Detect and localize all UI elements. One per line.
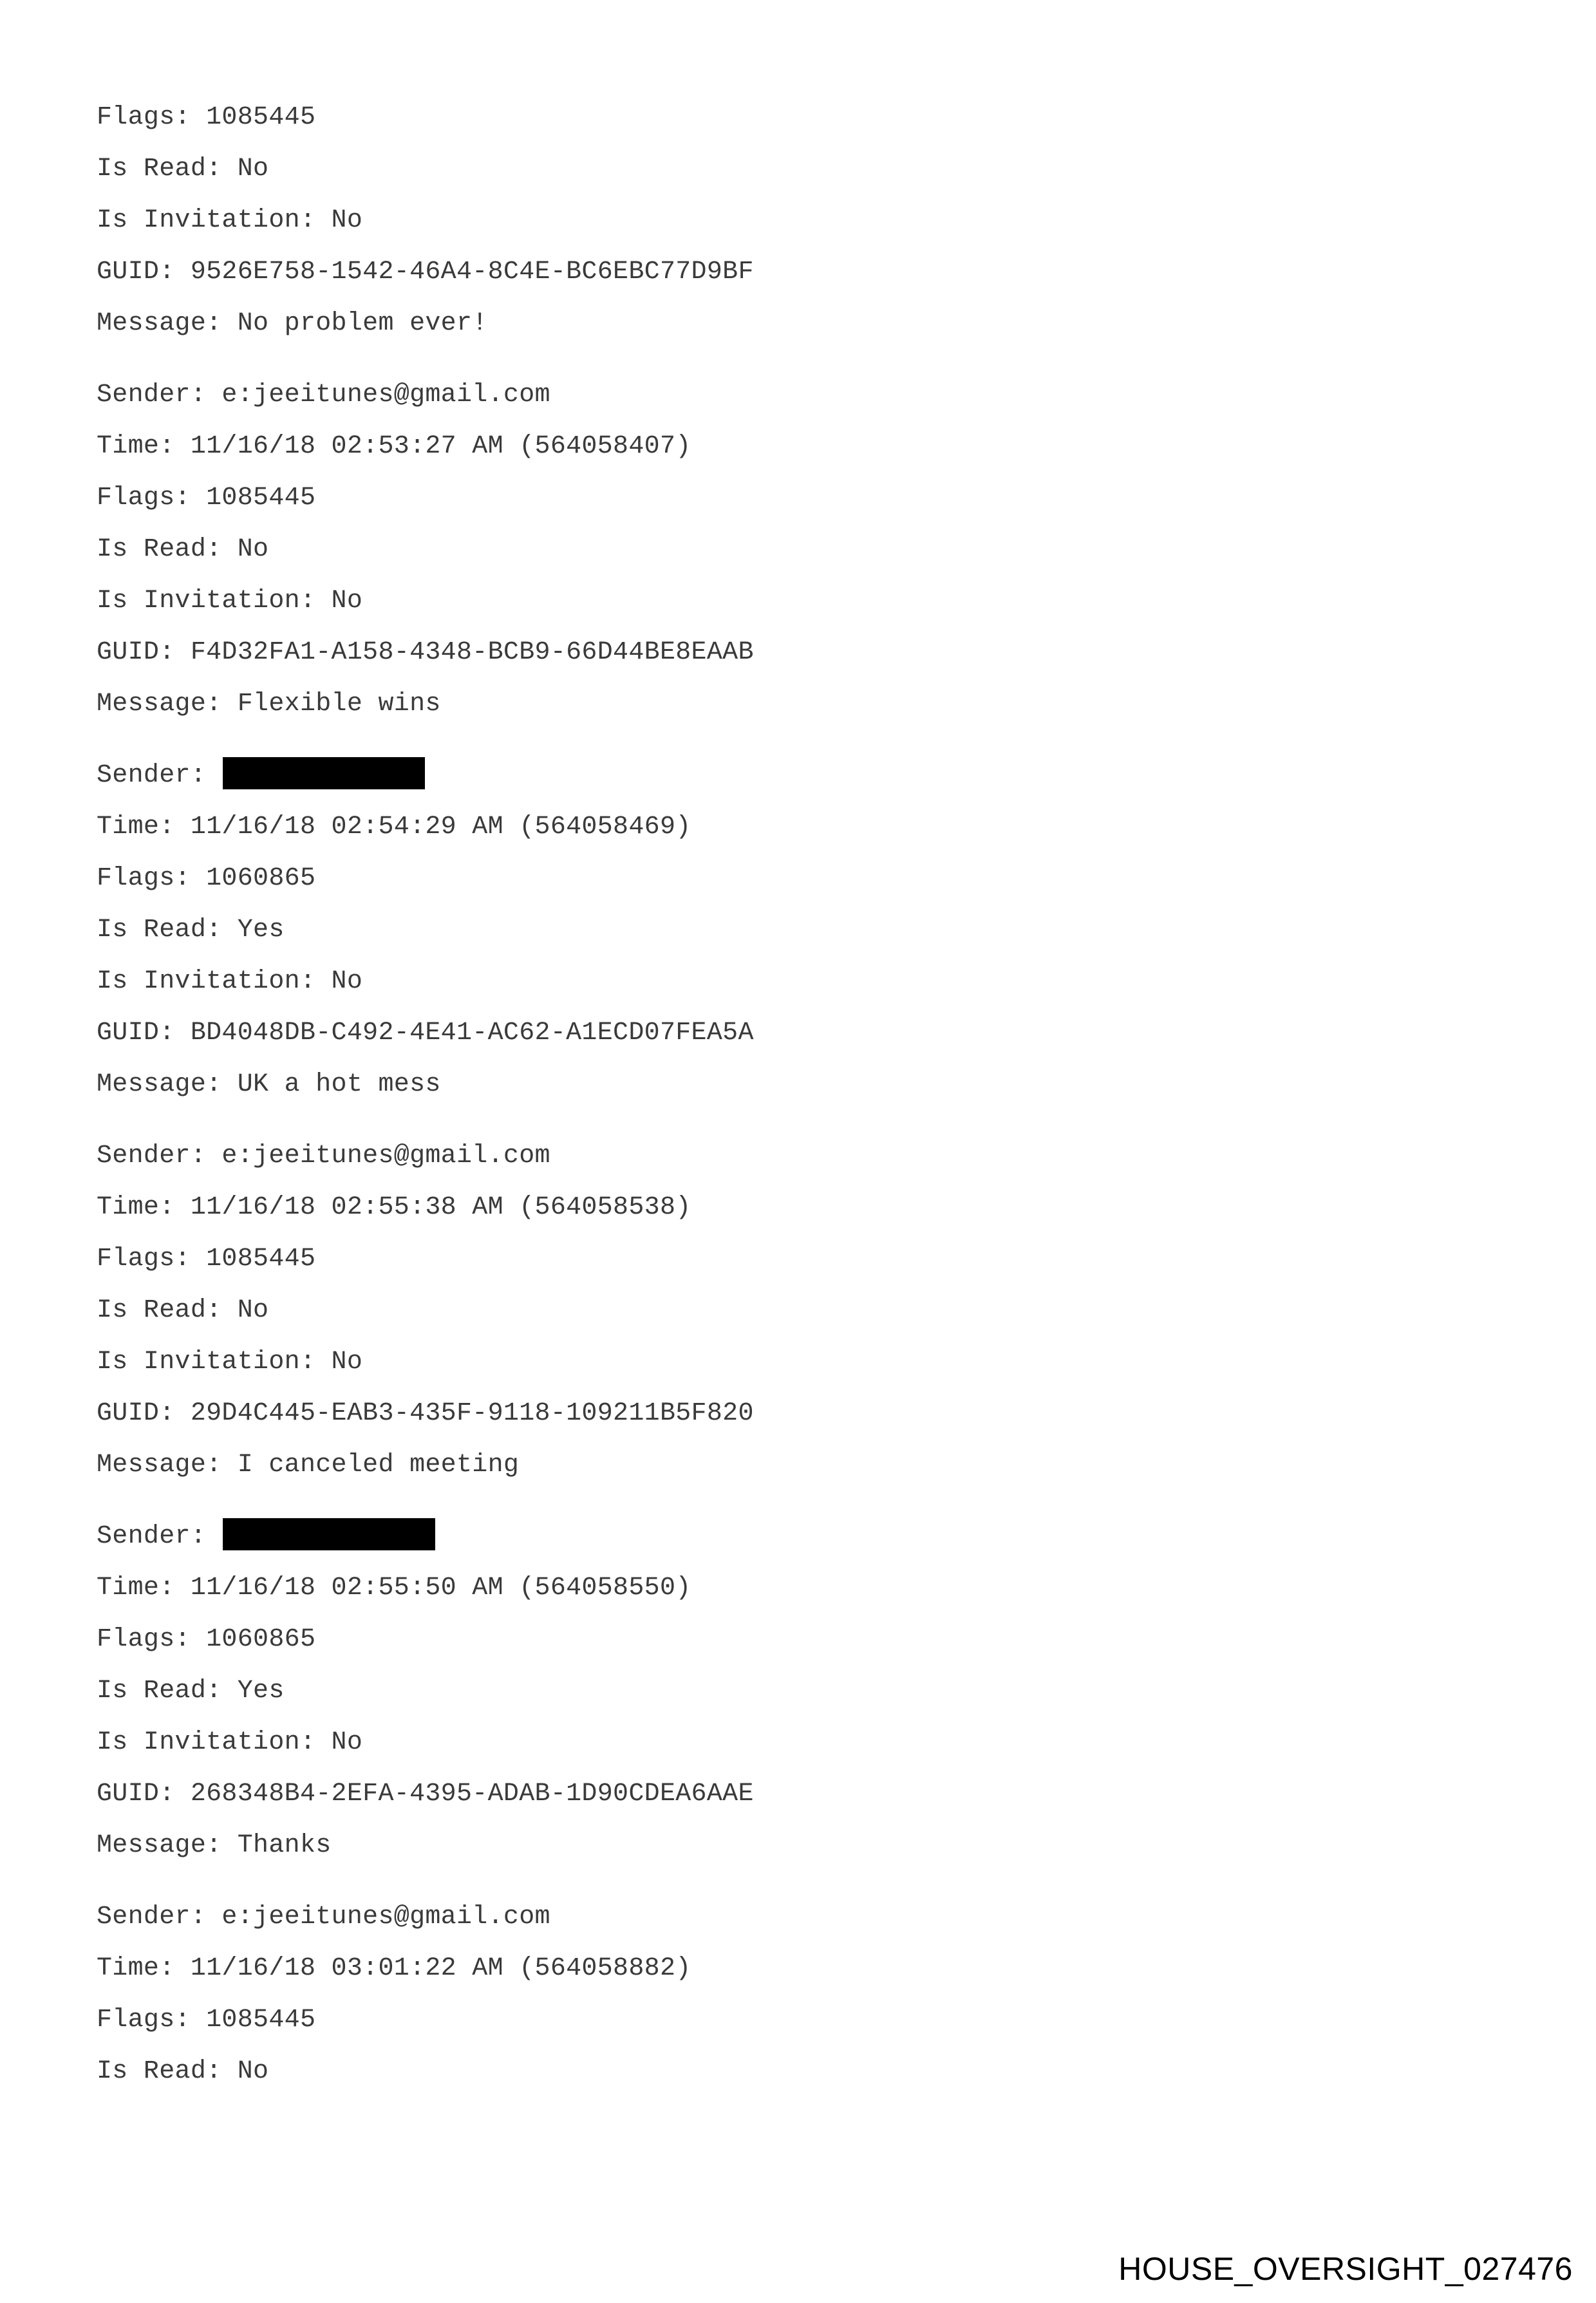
guid-line: GUID: 268348B4-2EFA-4395-ADAB-1D90CDEA6AAE: [97, 1780, 754, 1809]
sender-line: Sender: e:jeeitunes@gmail.com: [97, 381, 550, 409]
is-invitation-line: Is Invitation: No: [97, 1348, 363, 1377]
flags-line: Flags: 1085445: [97, 2006, 316, 2035]
message-record: [97, 750, 1513, 1111]
bates-number: HOUSE_OVERSIGHT_027476: [1118, 2251, 1573, 2287]
message-record: [97, 1511, 1513, 1872]
time-line: Time: 11/16/18 03:01:22 AM (564058882): [97, 1954, 691, 1983]
message-record: [97, 1892, 1513, 2098]
message-record: [97, 92, 1513, 350]
sender-label: Sender:: [97, 1522, 207, 1551]
flags-line: Flags: 1085445: [97, 103, 316, 132]
time-line: Time: 11/16/18 02:55:38 AM (564058538): [97, 1193, 691, 1222]
is-read-line: Is Read: No: [97, 535, 269, 564]
time-line: Time: 11/16/18 02:55:50 AM (564058550): [97, 1574, 691, 1603]
sender-line: [97, 750, 1513, 802]
sender-line: Sender: e:jeeitunes@gmail.com: [97, 1903, 550, 1932]
flags-line: Flags: 1085445: [97, 1245, 316, 1274]
flags-line: Flags: 1085445: [97, 484, 316, 512]
is-read-line: Is Read: Yes: [97, 1677, 285, 1706]
message-record: [97, 1131, 1513, 1491]
sender-line: [97, 1511, 1513, 1563]
message-record: [97, 370, 1513, 730]
redaction-box: [223, 757, 425, 789]
is-invitation-line: Is Invitation: No: [97, 587, 363, 616]
is-read-line: Is Read: No: [97, 2057, 269, 2086]
is-read-line: Is Read: No: [97, 155, 269, 183]
flags-line: Flags: 1060865: [97, 864, 316, 893]
message-log: [97, 92, 1513, 2118]
redaction-box: [223, 1518, 435, 1550]
message-line: Message: Thanks: [97, 1831, 332, 1860]
guid-line: GUID: BD4048DB-C492-4E41-AC62-A1ECD07FEA5A: [97, 1019, 754, 1048]
message-line: Message: No problem ever!: [97, 309, 488, 338]
is-invitation-line: Is Invitation: No: [97, 206, 363, 235]
guid-line: GUID: 9526E758-1542-46A4-8C4E-BC6EBC77D9BF: [97, 258, 754, 287]
is-invitation-line: Is Invitation: No: [97, 967, 363, 996]
flags-line: Flags: 1060865: [97, 1625, 316, 1654]
message-line: Message: Flexible wins: [97, 690, 441, 719]
is-read-line: Is Read: No: [97, 1296, 269, 1325]
time-line: Time: 11/16/18 02:54:29 AM (564058469): [97, 813, 691, 841]
is-invitation-line: Is Invitation: No: [97, 1728, 363, 1757]
guid-line: GUID: F4D32FA1-A158-4348-BCB9-66D44BE8EAAB: [97, 638, 754, 667]
message-line: Message: UK a hot mess: [97, 1070, 441, 1099]
sender-line: Sender: e:jeeitunes@gmail.com: [97, 1142, 550, 1170]
message-line: Message: I canceled meeting: [97, 1451, 520, 1480]
guid-line: GUID: 29D4C445-EAB3-435F-9118-109211B5F820: [97, 1399, 754, 1428]
is-read-line: Is Read: Yes: [97, 916, 285, 945]
sender-label: Sender:: [97, 761, 207, 790]
time-line: Time: 11/16/18 02:53:27 AM (564058407): [97, 432, 691, 461]
